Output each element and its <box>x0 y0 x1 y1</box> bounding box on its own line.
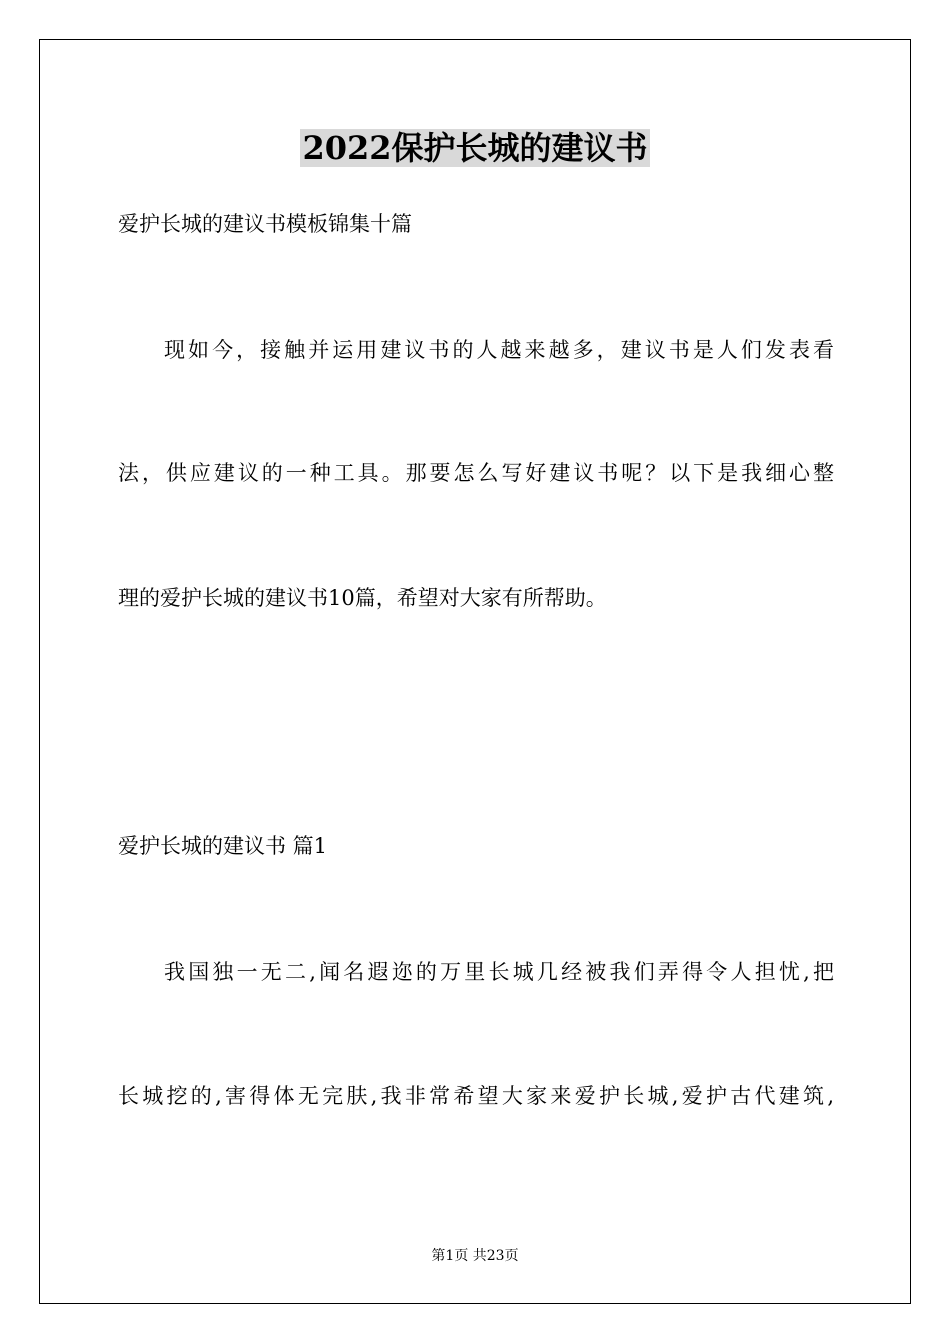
intro-line-3: 理的爱护长城的建议书10篇，希望对大家有所帮助。 <box>118 586 607 610</box>
intro-line-1: 现如今，接触并运用建议书的人越来越多，建议书是人们发表看 <box>164 338 834 362</box>
section-heading: 爱护长城的建议书 篇1 <box>118 834 328 858</box>
document-title <box>0 124 950 172</box>
page-footer: 第1页 共23页 <box>431 1248 519 1264</box>
document-subtitle: 爱护长城的建议书模板锦集十篇 <box>118 212 412 236</box>
document-title-text: 2022保护长城的建议书 <box>302 129 648 167</box>
section-line-1: 我国独一无二,闻名遐迩的万里长城几经被我们弄得令人担忧,把 <box>164 960 834 984</box>
section-line-2: 长城挖的,害得体无完肤,我非常希望大家来爱护长城,爱护古代建筑, <box>118 1084 834 1108</box>
intro-line-2: 法，供应建议的一种工具。那要怎么写好建议书呢？以下是我细心整 <box>118 461 834 485</box>
